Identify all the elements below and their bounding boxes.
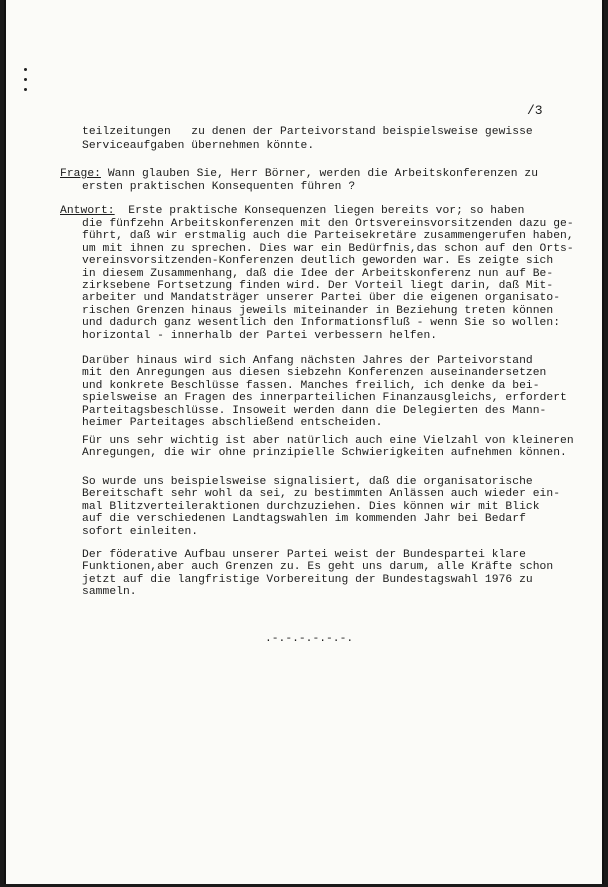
- margin-dot: [24, 78, 27, 81]
- margin-dot: [24, 68, 27, 71]
- page-number: /3: [527, 103, 543, 118]
- question-text-1: Wann glauben Sie, Herr Börner, werden die Arbeitskonferenzen zu: [100, 168, 539, 180]
- question-label: Frage:: [60, 168, 101, 180]
- intro-line-1: teilzeitungen zu denen der Parteivorstand beispielsweise gewisse: [82, 126, 533, 138]
- answer-text-1: Erste praktische Konsequenzen liegen bereits vor; so haben: [114, 205, 525, 217]
- paragraph-anregungen: Für uns sehr wichtig ist aber natürlich auch eine Vielzahl von kleineren Anregungen, die wir ohne prinzipielle Schwierigkeiten aufnehmen können.: [82, 435, 574, 460]
- end-mark: .-.-.-.-.-.-.: [265, 633, 354, 645]
- margin-dot: [24, 88, 27, 91]
- intro-line-2: Serviceaufgaben übernehmen könnte.: [82, 140, 315, 152]
- answer-first-line: [60, 205, 524, 217]
- question-first-line: [60, 168, 538, 180]
- paragraph-parteivorstand: Darüber hinaus wird sich Anfang nächsten Jahres der Parteivorstand mit den Anregungen aus diesen siebzehn Konferenzen auseinandersetzen und konkrete Beschlüsse fassen. Manches freilich, ich denke da bei- spielsweise an Fragen des innerparteilichen Finanzausgleichs, erfordert Parteitagsbeschlüsse. Insoweit werden dann die Delegierten des Mann- heimer Parteitages abschließend entscheiden.: [82, 355, 567, 430]
- document-page: [4, 0, 604, 884]
- margin-marks: [24, 68, 30, 98]
- answer-label: Antwort:: [60, 205, 115, 217]
- question-text-2: ersten praktischen Konsequenten führen ?: [82, 181, 356, 193]
- answer-body: die fünfzehn Arbeitskonferenzen mit den Ortsvereinsvorsitzenden dazu ge- führt, daß wir erstmalig auch die Parteisekretäre zusammengerufen haben, um mit ihnen zu sprechen. Dies war ein Bedürfnis,das schon auf den Orts- vereinsvorsitzenden-Konferenzen deutlich geworden war. Es zeigte sich in diesem Zusammenhang, daß die Idee der Arbeitskonferenz nun auf Be- zirksebene Fortsetzung finden wird. Der Vorteil liegt darin, daß Mit- arbeiter und Mandatsträger unserer Partei über die eigenen organisato- rischen Grenzen hinaus jeweils miteinander in Beziehung treten können und dadurch ganz wesentlich den Informationsfluß - wenn Sie so wollen: horizontal - innerhalb der Partei verbessern helfen.: [82, 218, 574, 342]
- paragraph-blitzverteiler: So wurde uns beispielsweise signalisiert, daß die organisatorische Bereitschaft sehr wohl da sei, zu bestimmten Anlässen auch wieder ein- mal Blitzverteileraktionen durchzuziehen. Dies können wir mit Blick auf die verschiedenen Landtagswahlen im kommenden Jahr bei Bedarf sofort einleiten.: [82, 476, 561, 538]
- paragraph-foederativ: Der föderative Aufbau unserer Partei weist der Bundespartei klare Funktionen,aber auch Grenzen zu. Es geht uns darum, alle Kräfte schon jetzt auf die langfristige Vorbereitung der Bundestagswahl 1976 zu sammeln.: [82, 549, 554, 599]
